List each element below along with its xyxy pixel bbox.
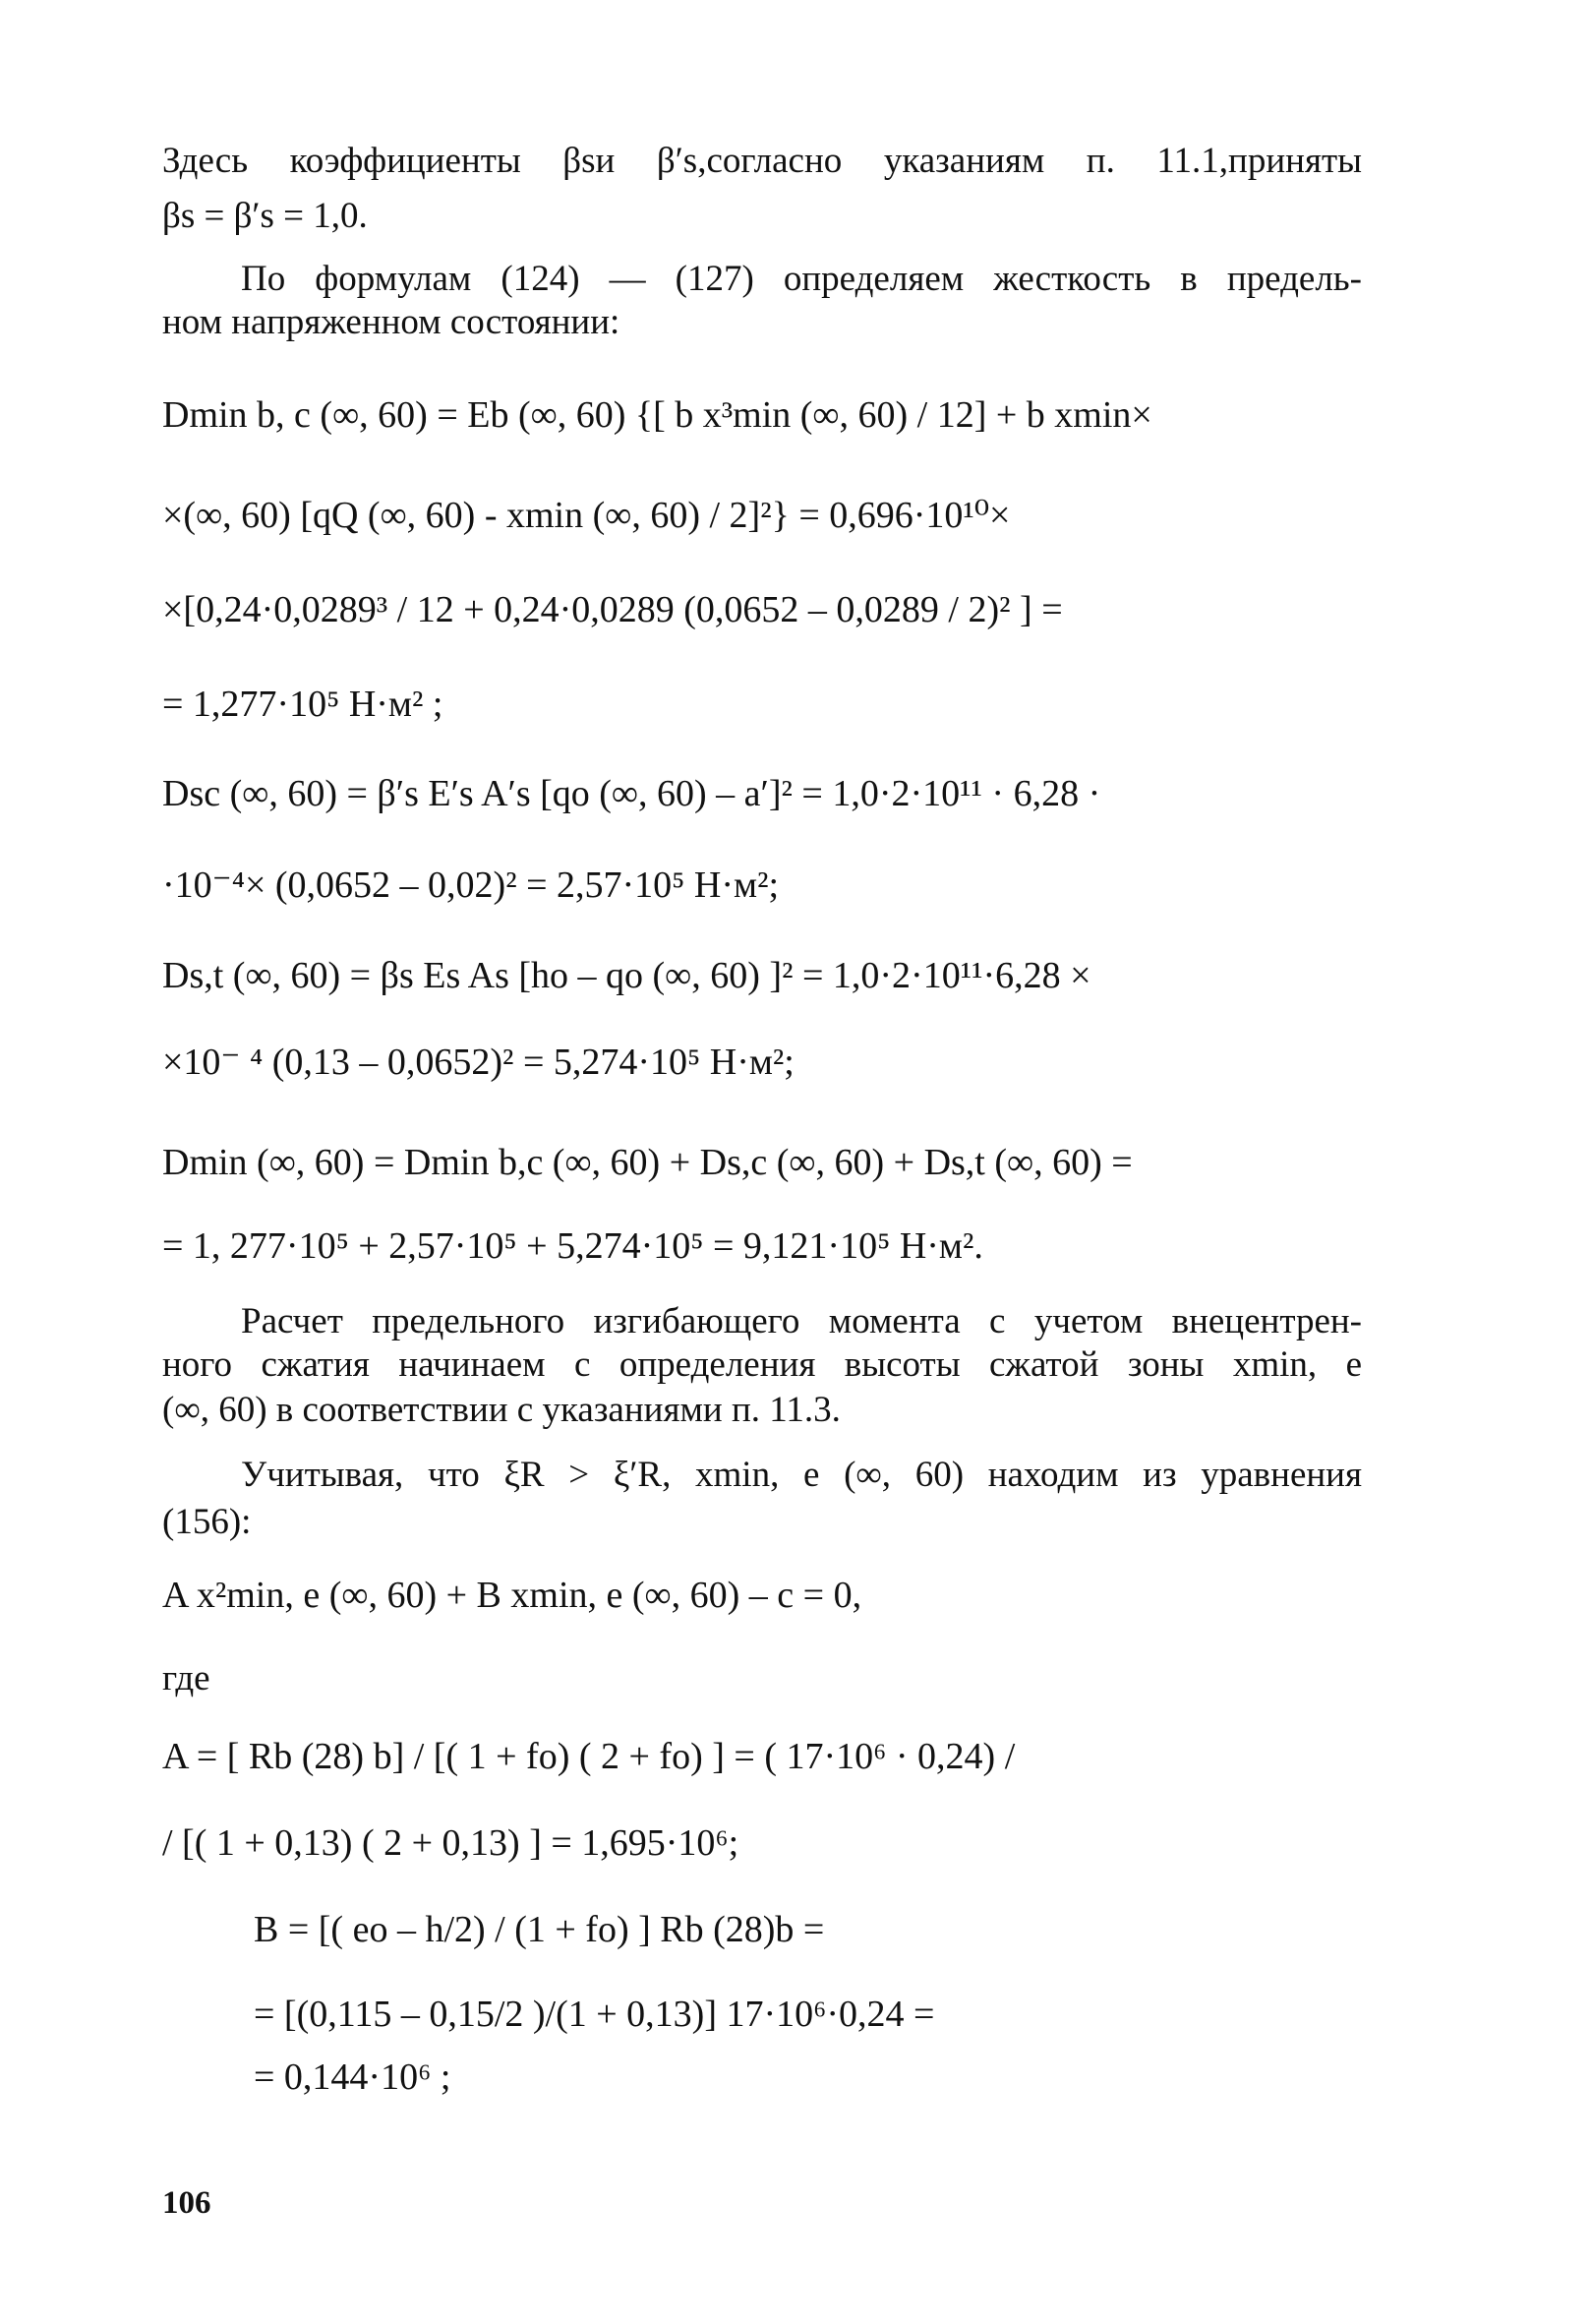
equation-b-3: = 0,144·10⁶ ; xyxy=(254,2056,451,2098)
intro-line-1: Здесь коэффициенты βsи β′s,согласно указаниям п. 11.1,приняты xyxy=(162,141,1362,181)
equation-a-2: / [( 1 + 0,13) ( 2 + 0,13) ] = 1,695·10⁶; xyxy=(162,1822,739,1864)
paragraph-1-line-2: ном напряженном состоянии: xyxy=(162,302,620,342)
equation-dmin-2: = 1, 277·10⁵ + 2,57·10⁵ + 5,274·10⁵ = 9,121·10⁵ Н·м². xyxy=(162,1225,983,1267)
equation-b-1: B = [( eo – h/2) / (1 + fo) ] Rb (28)b = xyxy=(254,1909,825,1950)
equation-dst-2: ×10⁻ ⁴ (0,13 – 0,0652)² = 5,274·10⁵ Н·м²; xyxy=(162,1042,795,1083)
page-number: 106 xyxy=(162,2185,211,2221)
paragraph-3-line-2: (156): xyxy=(162,1502,252,1542)
equation-a-1: A = [ Rb (28) b] / [( 1 + fo) ( 2 + fo) ] = ( 17·10⁶ · 0,24) / xyxy=(162,1736,1016,1777)
equation-dmin-bc-3: ×[0,24·0,0289³ / 12 + 0,24·0,0289 (0,0652 – 0,0289 / 2)² ] = xyxy=(162,589,1063,630)
equation-dsc-1: Dsc (∞, 60) = β′s E′s A′s [qo (∞, 60) – a′]² = 1,0·2·10¹¹ · 6,28 · xyxy=(162,773,1101,814)
paragraph-2-line-1: Расчет предельного изгибающего момента с учетом внецентрен- xyxy=(241,1301,1362,1341)
equation-dmin-bc-1: Dmin b, c (∞, 60) = Eb (∞, 60) {[ b x³min (∞, 60) / 12] + b xmin× xyxy=(162,394,1152,436)
intro-line-2: βs = β′s = 1,0. xyxy=(162,196,368,236)
equation-dmin-bc-2: ×(∞, 60) [qQ (∞, 60) - xmin (∞, 60) / 2]²} = 0,696·10¹⁰× xyxy=(162,495,1011,536)
equation-dst-1: Ds,t (∞, 60) = βs Es As [ho – qo (∞, 60) ]² = 1,0·2·10¹¹·6,28 × xyxy=(162,955,1091,996)
equation-dmin-bc-4: = 1,277·10⁵ Н·м² ; xyxy=(162,684,443,725)
equation-quadratic: A x²min, e (∞, 60) + B xmin, e (∞, 60) – c = 0, xyxy=(162,1575,862,1616)
where-label: где xyxy=(162,1658,210,1698)
equation-b-2: = [(0,115 – 0,15/2 )/(1 + 0,13)] 17·10⁶·0,24 = xyxy=(254,1994,935,2035)
paragraph-1-line-1: По формулам (124) — (127) определяем жесткость в предель- xyxy=(241,259,1362,299)
paragraph-2-line-3: (∞, 60) в соответствии с указаниями п. 11.3. xyxy=(162,1390,841,1430)
equation-dsc-2: ·10⁻⁴× (0,0652 – 0,02)² = 2,57·10⁵ Н·м²; xyxy=(162,864,780,906)
paragraph-3-line-1: Учитывая, что ξR > ξ′R, xmin, e (∞, 60) находим из уравнения xyxy=(241,1455,1362,1495)
paragraph-2-line-2: ного сжатия начинаем с определения высоты сжатой зоны xmin, e xyxy=(162,1344,1362,1385)
equation-dmin-1: Dmin (∞, 60) = Dmin b,c (∞, 60) + Ds,c (∞, 60) + Ds,t (∞, 60) = xyxy=(162,1142,1133,1183)
